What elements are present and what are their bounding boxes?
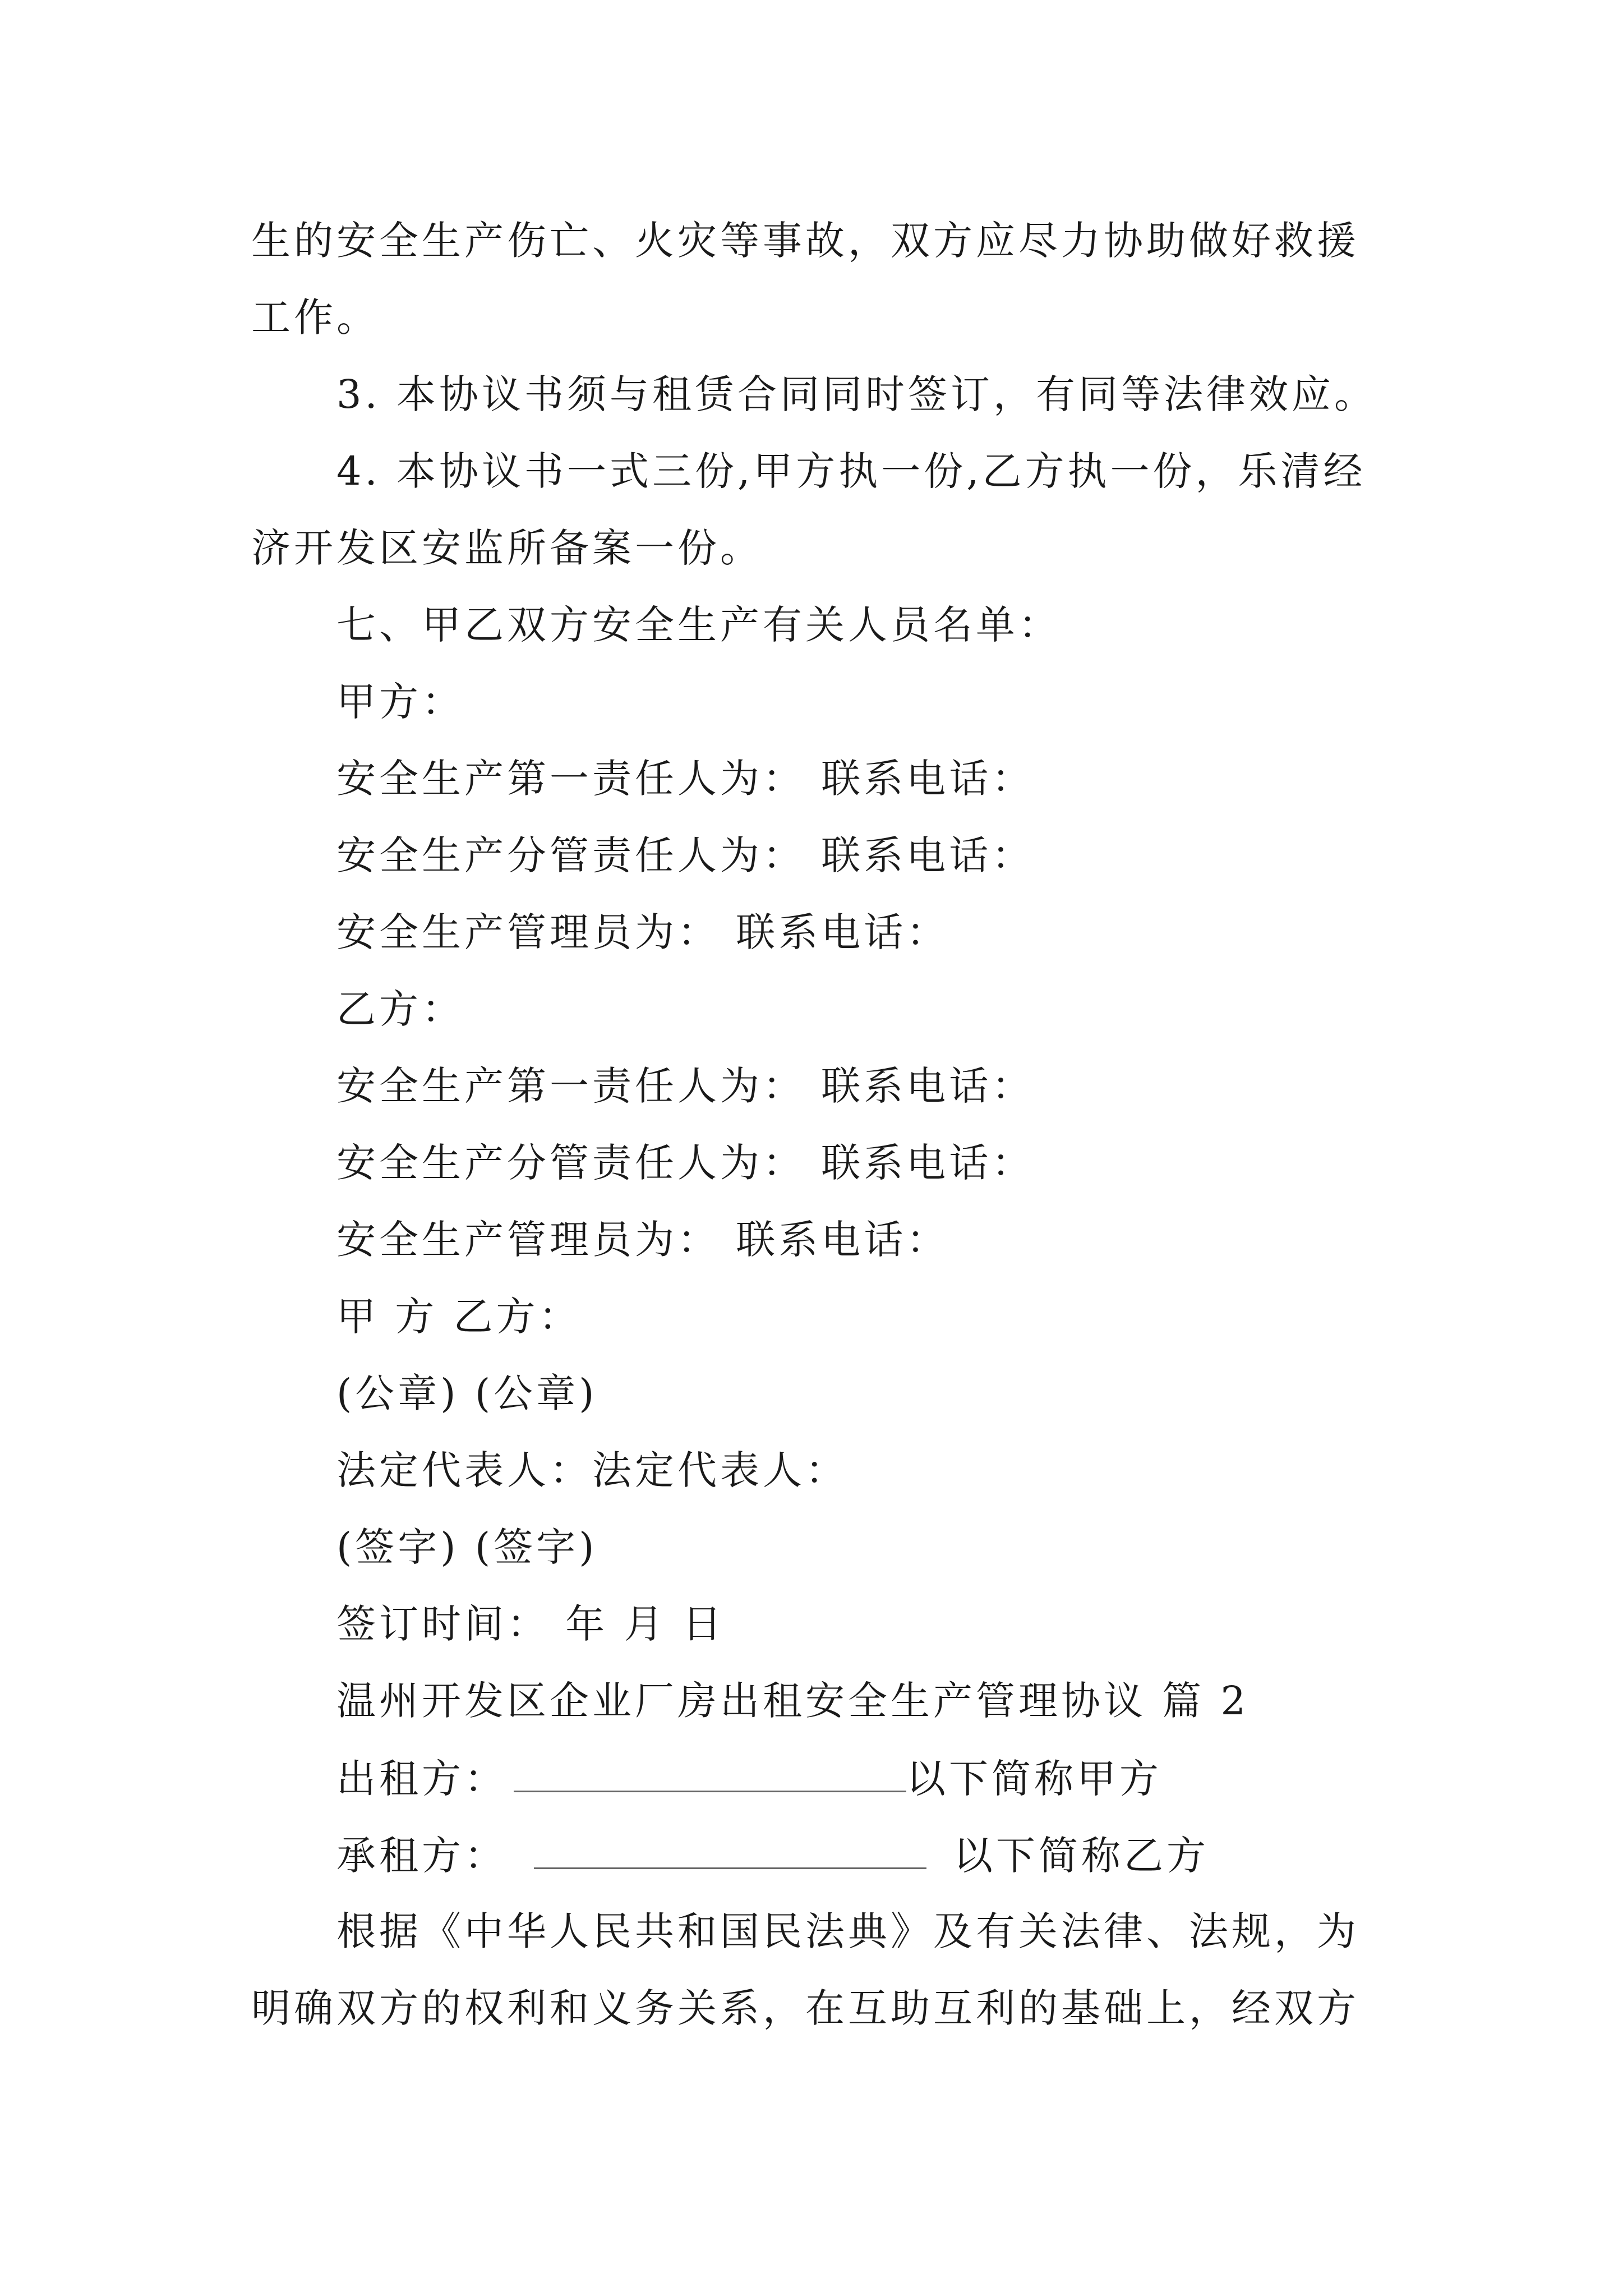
legal-representative-line: 法定代表人：法定代表人： [336, 1447, 848, 1493]
party-a-safety-manager: 安全生产管理员为： 联系电话： [336, 909, 949, 955]
official-seal-line: (公章) (公章) [336, 1370, 598, 1416]
signing-date-line: 签订时间： 年 月 日 [336, 1601, 725, 1647]
paragraph-line: 济开发区安监所备案一份。 [251, 525, 763, 571]
party-b-safety-manager: 安全生产管理员为： 联系电话： [336, 1217, 949, 1263]
lessee-blank [534, 1835, 926, 1869]
party-b-label: 乙方： [336, 986, 464, 1032]
party-b-division-responsible: 安全生产分管责任人为： 联系电话： [336, 1140, 1035, 1186]
paragraph-line: 工作。 [251, 295, 379, 341]
lessor-suffix: 以下简称甲方 [906, 1756, 1162, 1802]
party-b-first-responsible: 安全生产第一责任人为： 联系电话： [336, 1063, 1035, 1109]
lessor-label: 出租方： [336, 1756, 507, 1802]
lessor-line [336, 1756, 1162, 1802]
party-a-first-responsible: 安全生产第一责任人为： 联系电话： [336, 756, 1035, 802]
signature-line: (签字) (签字) [336, 1524, 598, 1570]
lessee-suffix: 以下简称乙方 [953, 1833, 1209, 1879]
lessee-label: 承租方： [336, 1833, 507, 1879]
paragraph-line: 明确双方的权利和义务关系，在互助互利的基础上，经双方 [251, 1985, 1359, 2031]
party-a-division-responsible: 安全生产分管责任人为： 联系电话： [336, 832, 1035, 878]
signature-parties: 甲 方 乙方： [336, 1294, 582, 1340]
agreement-title-2: 温州开发区企业厂房出租安全生产管理协议 篇 2 [336, 1678, 1249, 1724]
paragraph-line: 根据《中华人民共和国民法典》及有关法律、法规，为 [336, 1908, 1359, 1954]
party-a-label: 甲方： [336, 679, 464, 725]
lessor-blank [514, 1758, 906, 1792]
clause-3: 3. 本协议书须与租赁合同同时签订，有同等法律效应。 [336, 371, 1377, 417]
clause-4: 4. 本协议书一式三份,甲方执一份,乙方执一份，乐清经 [336, 448, 1366, 494]
lessee-line [336, 1833, 1209, 1879]
section-heading: 七、甲乙双方安全生产有关人员名单： [336, 602, 1061, 648]
paragraph-line: 生的安全生产伤亡、火灾等事故，双方应尽力协助做好救援 [251, 218, 1359, 264]
